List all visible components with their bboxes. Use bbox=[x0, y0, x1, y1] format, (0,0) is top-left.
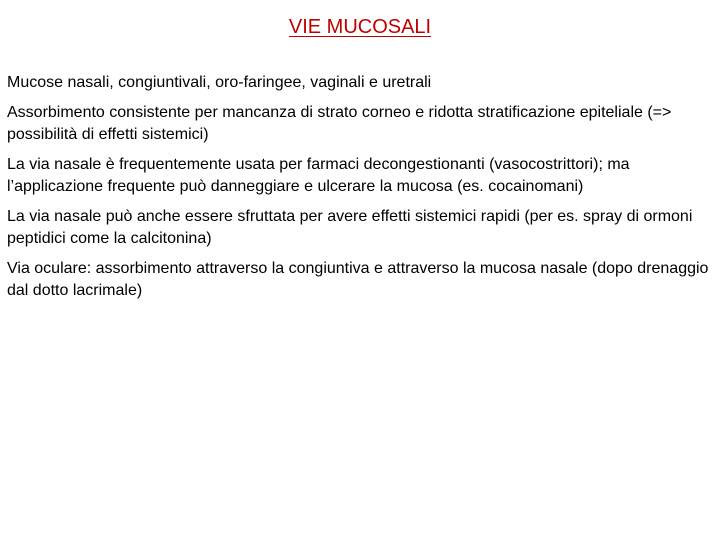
paragraph-via-nasale-decongestionanti: La via nasale è frequentemente usata per farmaci decongestionanti (vasocostrittori); ma l’applicazione frequente può danneggiare e ulcerare la mucosa (es. cocainomani) bbox=[7, 156, 630, 195]
paragraph-via-oculare: Via oculare: assorbimento attraverso la congiuntiva e attraverso la mucosa nasale (dopo drenaggio dal dotto lacrimale) bbox=[7, 260, 709, 299]
paragraph-mucose: Mucose nasali, congiuntivali, oro-faringee, vaginali e uretrali bbox=[7, 74, 432, 91]
slide-title: VIE MUCOSALI bbox=[288, 16, 432, 38]
paragraph-via-nasale-sistemici: La via nasale può anche essere sfruttata per avere effetti sistemici rapidi (per es. spray di ormoni peptidici come la calcitonina) bbox=[7, 208, 693, 247]
slide-body bbox=[7, 72, 715, 310]
paragraph-assorbimento: Assorbimento consistente per mancanza di strato corneo e ridotta stratificazione epiteliale (=> possibilità di effetti sistemici) bbox=[7, 104, 672, 143]
